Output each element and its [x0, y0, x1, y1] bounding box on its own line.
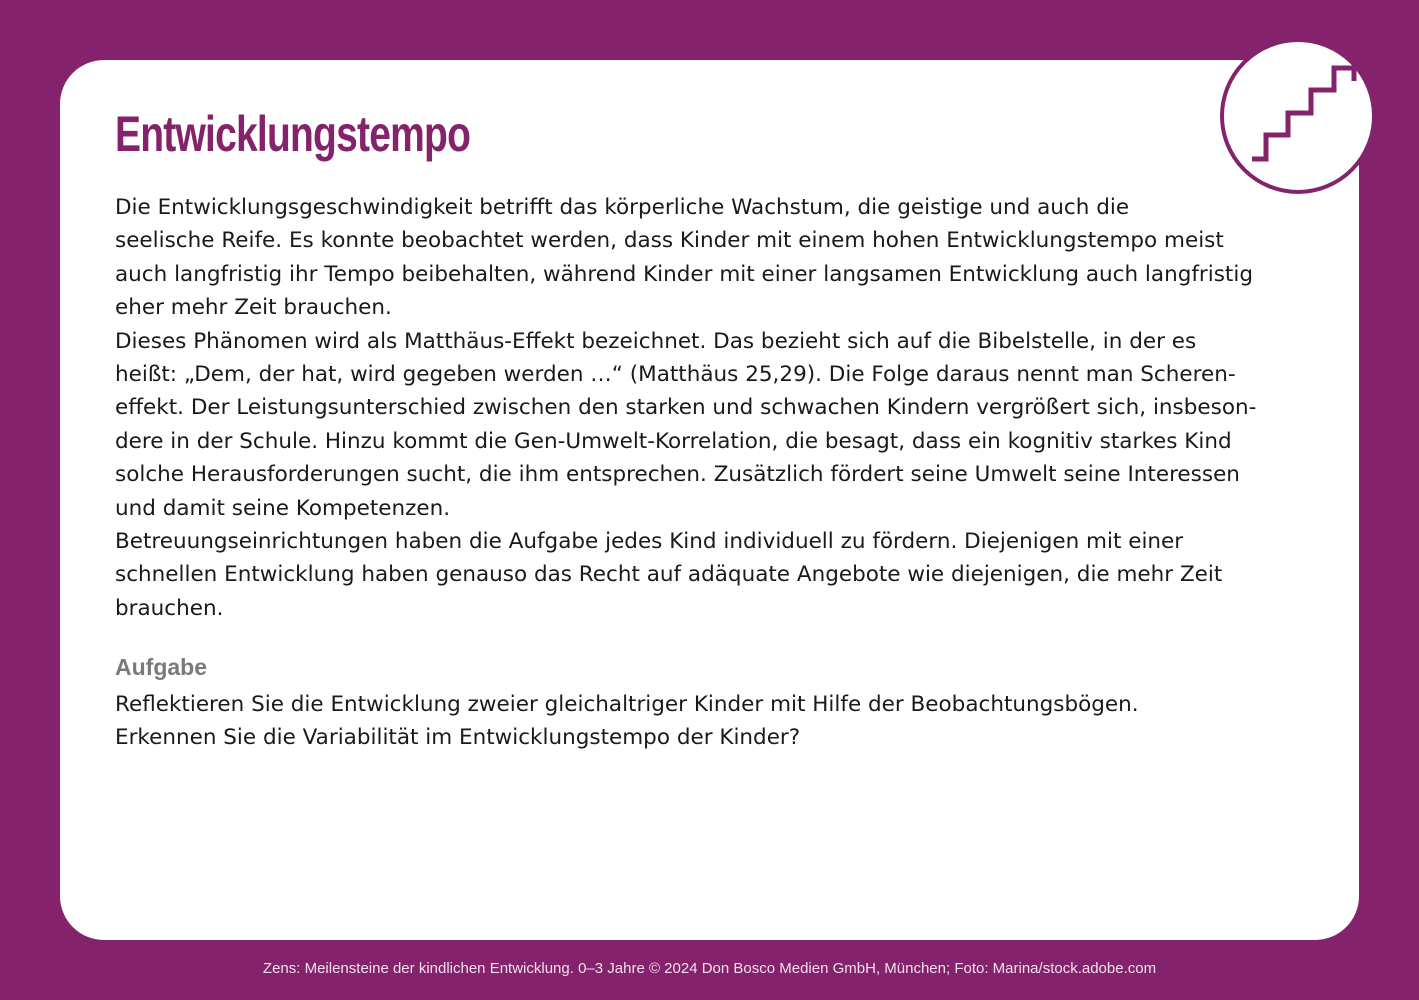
task-line: Erkennen Sie die Variabilität im Entwicklungstempo der Kinder? — [115, 725, 801, 751]
stairs-icon — [1218, 37, 1378, 197]
body-paragraph — [115, 191, 1315, 625]
paragraph-line: Betreuungseinrichtungen haben die Aufgabe jedes Kind individuell zu fördern. Diejenigen mit einer — [115, 528, 1184, 554]
task-text — [115, 688, 1315, 755]
paragraph-line: Dieses Phänomen wird als Matthäus-Effekt bezeichnet. Das bezieht sich auf die Bibelstelle, in der es — [115, 328, 1197, 354]
paragraph-line: effekt. Der Leistungsunterschied zwischen den starken und schwachen Kindern vergrößert sich, insbeson- — [115, 395, 1257, 421]
footer-credit: Zens: Meilensteine der kindlichen Entwicklung. 0–3 Jahre © 2024 Don Bosco Medien GmbH, München; Foto: Marina/stock.adobe.com — [262, 960, 1157, 977]
paragraph-line: dere in der Schule. Hinzu kommt die Gen-Umwelt-Korrelation, die besagt, dass ein kognitiv starkes Kind — [115, 428, 1232, 454]
paragraph-line: heißt: „Dem, der hat, wird gegeben werden …“ (Matthäus 25,29). Die Folge daraus nennt man Scheren- — [115, 361, 1236, 387]
paragraph-line: brauchen. — [115, 595, 224, 621]
paragraph-line: seelische Reife. Es konnte beobachtet werden, dass Kinder mit einem hohen Entwicklungstempo meist — [115, 228, 1224, 254]
paragraph-line: solche Herausforderungen sucht, die ihm entsprechen. Zusätzlich fördert seine Umwelt seine Interessen — [115, 462, 1240, 488]
page-title: Entwicklungstempo — [115, 106, 471, 162]
paragraph-line: eher mehr Zeit brauchen. — [115, 295, 392, 321]
paragraph-line: schnellen Entwicklung haben genauso das Recht auf adäquate Angebote wie diejenigen, die mehr Zeit — [115, 562, 1223, 588]
task-heading: Aufgabe — [115, 654, 207, 680]
paragraph-line: Die Entwicklungsgeschwindigkeit betrifft das körperliche Wachstum, die geistige und auch die — [115, 195, 1130, 220]
paragraph-line: auch langfristig ihr Tempo beibehalten, während Kinder mit einer langsamen Entwicklung auch langfristig — [115, 261, 1253, 287]
paragraph-line: und damit seine Kompetenzen. — [115, 495, 451, 521]
stairs-badge — [1218, 37, 1378, 197]
task-line: Reflektieren Sie die Entwicklung zweier gleichaltriger Kinder mit Hilfe der Beobachtungsbögen. — [115, 692, 1139, 717]
